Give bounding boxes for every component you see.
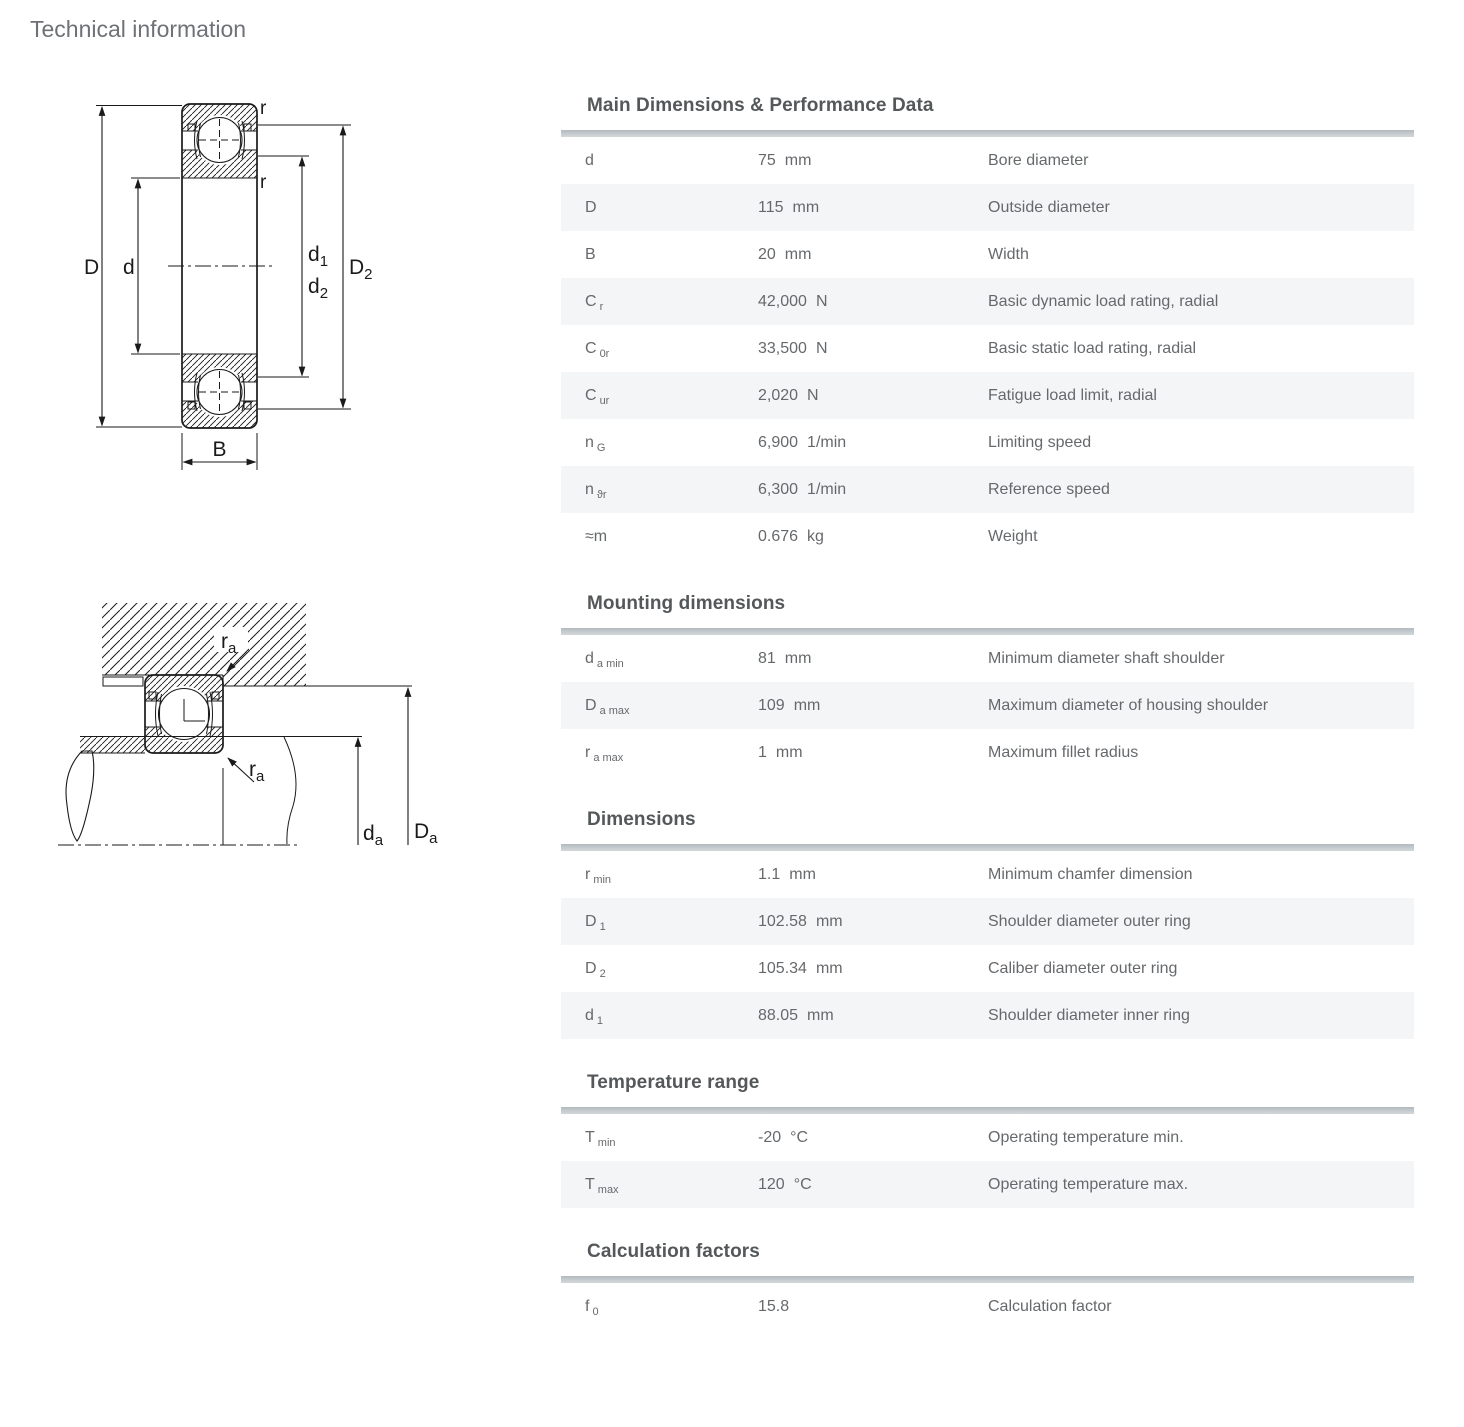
description-cell: Reference speed — [988, 480, 1110, 498]
page-title: Technical information — [30, 16, 247, 42]
section-heading: Mounting dimensions — [587, 593, 786, 614]
symbol-main: T — [585, 1175, 595, 1193]
table-row — [561, 729, 1414, 776]
symbol-main: D — [585, 959, 597, 977]
symbol-subscript: 1 — [596, 1014, 604, 1027]
value-cell — [758, 1007, 988, 1025]
symbol-subscript: min — [597, 1136, 616, 1149]
spec-section — [561, 1241, 1414, 1330]
section-heading: Main Dimensions & Performance Data — [587, 95, 934, 116]
symbol-cell — [585, 152, 758, 170]
dim-label-Da: $D_a$ — [414, 820, 438, 847]
value: 120 — [758, 1175, 785, 1193]
table-row — [561, 278, 1414, 325]
table-row — [561, 1114, 1414, 1161]
value: 15.8 — [758, 1297, 790, 1315]
value: 75 — [758, 151, 776, 169]
value: 33,500 — [758, 339, 807, 357]
symbol-cell — [585, 1298, 758, 1316]
symbol-main: n — [585, 480, 594, 498]
symbol-subscript: 1 — [599, 920, 606, 933]
symbol-cell — [585, 1007, 758, 1025]
value: 109 — [758, 696, 785, 714]
value: 1.1 — [758, 865, 781, 883]
symbol-cell — [585, 913, 758, 931]
table-row — [561, 635, 1414, 682]
symbol-main: d — [585, 151, 594, 169]
table-row — [561, 325, 1414, 372]
unit: N — [815, 339, 828, 357]
description-cell: Basic dynamic load rating, radial — [988, 292, 1219, 310]
symbol-main: C — [585, 292, 597, 310]
symbol-subscript: max — [597, 1183, 619, 1196]
symbol-main: r — [585, 865, 591, 883]
symbol-main: C — [585, 386, 597, 404]
value: 88.05 — [758, 1006, 799, 1024]
value-cell — [758, 293, 988, 311]
symbol-cell — [585, 1176, 758, 1194]
value: 105.34 — [758, 959, 807, 977]
spec-tables — [561, 95, 1414, 1363]
symbol-cell — [585, 481, 758, 499]
value-cell — [758, 960, 988, 978]
dim-label-B: B — [212, 438, 227, 461]
value-cell — [758, 913, 988, 931]
symbol-main: f — [585, 1297, 590, 1315]
value: 42,000 — [758, 292, 807, 310]
value: 115 — [758, 198, 784, 216]
section-heading: Dimensions — [587, 809, 696, 830]
unit: N — [815, 292, 828, 310]
shaft-break-end — [66, 751, 94, 841]
value-cell — [758, 1298, 988, 1316]
spec-section — [561, 809, 1414, 1039]
symbol-cell — [585, 340, 758, 358]
description-cell: Caliber diameter outer ring — [988, 959, 1178, 977]
symbol-main: r — [585, 743, 591, 761]
symbol-subscript: a min — [596, 657, 624, 670]
table-row — [561, 513, 1414, 560]
symbol-main: T — [585, 1128, 595, 1146]
value-cell — [758, 340, 988, 358]
unit: kg — [807, 527, 824, 545]
description-cell: Basic static load rating, radial — [988, 339, 1197, 357]
value-cell — [758, 528, 988, 546]
description-cell: Shoulder diameter inner ring — [988, 1006, 1190, 1024]
unit: mm — [789, 865, 816, 883]
shaft-break-line — [284, 737, 296, 844]
description-cell: Maximum fillet radius — [988, 743, 1139, 761]
value: 20 — [758, 245, 776, 263]
value: -20 — [758, 1128, 782, 1146]
symbol-subscript: r — [599, 300, 604, 313]
unit: mm — [784, 151, 812, 169]
table-row — [561, 231, 1414, 278]
description-cell: Operating temperature max. — [988, 1175, 1189, 1193]
value: 6,300 — [758, 480, 799, 498]
value: 0.676 — [758, 527, 799, 545]
unit: mm — [775, 743, 803, 761]
value-cell — [758, 152, 988, 170]
description-cell: Minimum diameter shaft shoulder — [988, 649, 1225, 667]
value-cell — [758, 246, 988, 264]
value: 81 — [758, 649, 776, 667]
symbol-cell — [585, 960, 758, 978]
value-cell — [758, 697, 988, 715]
value: 102.58 — [758, 912, 807, 930]
symbol-subscript: 0 — [592, 1305, 599, 1318]
dim-label-ra-bottom: $r_a$ — [249, 758, 265, 785]
symbol-cell — [585, 528, 758, 546]
symbol-main: n — [585, 433, 594, 451]
value-cell — [758, 387, 988, 405]
table-row — [561, 992, 1414, 1039]
table-row — [561, 184, 1414, 231]
symbol-main: D — [585, 912, 597, 930]
symbol-cell — [585, 1129, 758, 1147]
symbol-cell — [585, 434, 758, 452]
unit: mm — [784, 245, 812, 263]
table-row — [561, 1283, 1414, 1330]
unit: mm — [792, 198, 820, 216]
unit: mm — [807, 1006, 834, 1024]
housing-section — [102, 603, 306, 686]
symbol-subscript: 0r — [599, 347, 610, 360]
symbol-main: C — [585, 339, 597, 357]
dim-label-r-outer: r — [260, 98, 267, 119]
symbol-subscript: 2 — [599, 967, 606, 980]
unit: °C — [793, 1175, 812, 1193]
table-row — [561, 851, 1414, 898]
table-row — [561, 137, 1414, 184]
bearing-cross-section-diagram — [30, 60, 530, 490]
unit: 1/min — [807, 480, 847, 498]
symbol-cell — [585, 650, 758, 668]
unit: 1/min — [807, 433, 847, 451]
section-heading: Temperature range — [587, 1072, 760, 1093]
section-divider — [561, 628, 1414, 635]
value-cell — [758, 434, 988, 452]
dim-label-D: D — [84, 256, 100, 279]
description-cell: Operating temperature min. — [988, 1128, 1184, 1146]
unit: mm — [784, 649, 812, 667]
mounting-diagram — [30, 590, 460, 880]
section-rows — [561, 1114, 1414, 1208]
section-rows — [561, 1283, 1414, 1330]
symbol-cell — [585, 866, 758, 884]
symbol-main: ≈m — [585, 527, 608, 545]
symbol-main: d — [585, 1006, 594, 1024]
section-rows — [561, 137, 1414, 560]
description-cell: Bore diameter — [988, 151, 1089, 169]
section-divider — [561, 844, 1414, 851]
symbol-subscript: min — [593, 873, 612, 886]
description-cell: Width — [988, 245, 1029, 263]
value-cell — [758, 1176, 988, 1194]
symbol-main: B — [585, 245, 596, 263]
dim-label-d: d — [123, 256, 135, 279]
symbol-subscript: a max — [599, 704, 630, 717]
symbol-main: D — [585, 198, 597, 216]
symbol-main: D — [585, 696, 597, 714]
symbol-subscript: ur — [599, 394, 610, 407]
section-divider — [561, 130, 1414, 137]
bore-lines — [182, 178, 257, 354]
symbol-cell — [585, 246, 758, 264]
dim-label-da: $d_a$ — [363, 822, 384, 849]
table-row — [561, 682, 1414, 729]
description-cell: Minimum chamfer dimension — [988, 865, 1193, 883]
unit: N — [807, 386, 819, 404]
symbol-main: d — [585, 649, 594, 667]
description-cell: Fatigue load limit, radial — [988, 386, 1157, 404]
dim-label-D2: $D_2$ — [349, 256, 373, 283]
unit: mm — [815, 959, 843, 977]
section-heading: Calculation factors — [587, 1241, 760, 1262]
symbol-cell — [585, 293, 758, 311]
unit: °C — [790, 1128, 809, 1146]
unit: mm — [793, 696, 821, 714]
mounted-bearing — [145, 675, 223, 753]
spec-section — [561, 95, 1414, 560]
symbol-cell — [585, 199, 758, 217]
unit: mm — [815, 912, 843, 930]
symbol-subscript: a max — [593, 751, 624, 764]
value-cell — [758, 199, 988, 217]
symbol-cell — [585, 387, 758, 405]
dim-label-d1: $d_1$ — [308, 243, 329, 270]
table-row — [561, 372, 1414, 419]
symbol-subscript: ϑr — [596, 488, 607, 501]
table-row — [561, 945, 1414, 992]
symbol-subscript: G — [596, 441, 606, 454]
value-cell — [758, 866, 988, 884]
table-row — [561, 419, 1414, 466]
description-cell: Maximum diameter of housing shoulder — [988, 696, 1269, 714]
table-row — [561, 898, 1414, 945]
description-cell: Calculation factor — [988, 1297, 1112, 1315]
spec-section — [561, 1072, 1414, 1208]
section-divider — [561, 1276, 1414, 1283]
value: 2,020 — [758, 386, 799, 404]
description-cell: Outside diameter — [988, 198, 1110, 216]
symbol-cell — [585, 744, 758, 762]
table-row — [561, 466, 1414, 513]
value-cell — [758, 744, 988, 762]
value-cell — [758, 481, 988, 499]
value-cell — [758, 1129, 988, 1147]
ball-top — [195, 115, 245, 165]
section-rows — [561, 851, 1414, 1039]
table-row — [561, 1161, 1414, 1208]
value: 1 — [758, 743, 767, 761]
dim-label-d2: $d_2$ — [308, 275, 329, 302]
ball-bottom — [195, 367, 245, 417]
description-cell: Weight — [988, 527, 1038, 545]
description-cell: Limiting speed — [988, 433, 1092, 451]
symbol-cell — [585, 697, 758, 715]
value: 6,900 — [758, 433, 799, 451]
dim-label-r-inner: r — [260, 172, 267, 193]
description-cell: Shoulder diameter outer ring — [988, 912, 1191, 930]
value-cell — [758, 650, 988, 668]
section-rows — [561, 635, 1414, 776]
spec-section — [561, 593, 1414, 776]
dim-label-ra-top: $r_a$ — [221, 630, 237, 657]
section-divider — [561, 1107, 1414, 1114]
housing-shoulder-lip — [103, 677, 143, 686]
